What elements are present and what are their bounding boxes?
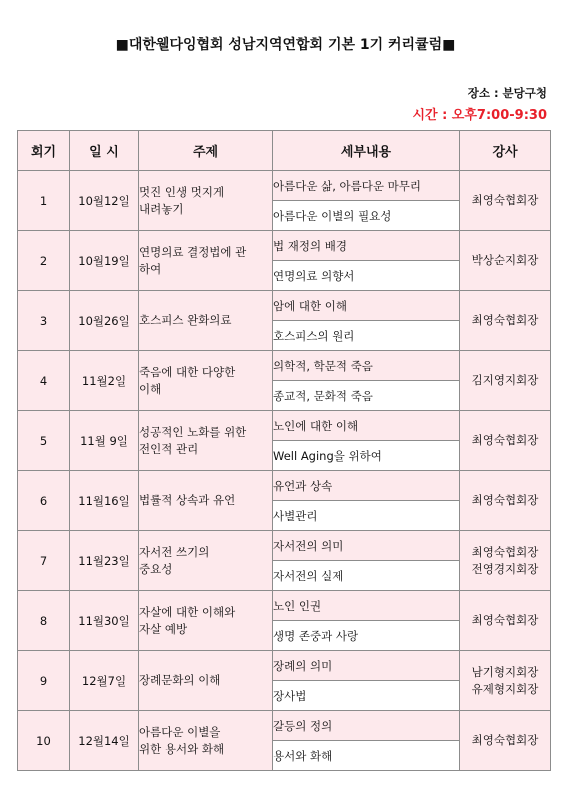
session-topic — [139, 531, 273, 591]
session-detail: 호스피스의 원리 — [273, 321, 460, 351]
session-detail: 장사법 — [273, 681, 460, 711]
lecturer-line: 박상순지회장 — [471, 253, 539, 267]
header-row — [18, 131, 551, 171]
session-topic — [139, 651, 273, 711]
lecturer-line: 최영숙협회장 — [471, 613, 539, 627]
topic-line: 자살 예방 — [139, 621, 188, 636]
session-lecturer — [460, 711, 551, 771]
session-detail: 연명의료 의향서 — [273, 261, 460, 291]
session-detail: 노인에 대한 이해 — [273, 411, 460, 441]
lecturer-line: 최영숙협회장 — [471, 493, 539, 507]
page-title: ■대한웰다잉협회 성남지역연합회 기본 1기 커리큘럼■ — [115, 37, 456, 53]
session-detail: 장례의 의미 — [273, 651, 460, 681]
session-number: 9 — [18, 651, 70, 711]
table-row — [18, 171, 551, 201]
session-topic — [139, 711, 273, 771]
session-detail: 노인 인권 — [273, 591, 460, 621]
topic-line: 자서전 쓰기의 — [139, 544, 210, 559]
session-date: 11월30일 — [70, 591, 139, 651]
table-row — [18, 471, 551, 501]
session-topic — [139, 591, 273, 651]
session-topic — [139, 171, 273, 231]
table-row — [18, 651, 551, 681]
session-number: 5 — [18, 411, 70, 471]
session-topic — [139, 291, 273, 351]
session-detail: Well Aging을 위하여 — [273, 441, 460, 471]
session-detail: 자서전의 의미 — [273, 531, 460, 561]
topic-line: 죽음에 대한 다양한 — [139, 364, 236, 379]
table-row — [18, 711, 551, 741]
session-detail: 사별관리 — [273, 501, 460, 531]
topic-line: 하여 — [139, 261, 162, 276]
topic-line: 내려놓기 — [139, 201, 184, 216]
session-number: 8 — [18, 591, 70, 651]
time-label: 시간 : 오후7:00-9:30 — [412, 108, 547, 123]
session-detail: 생명 존중과 사랑 — [273, 621, 460, 651]
session-detail: 암에 대한 이해 — [273, 291, 460, 321]
session-lecturer — [460, 231, 551, 291]
lecturer-line: 최영숙협회장 — [471, 733, 539, 747]
session-date: 11월16일 — [70, 471, 139, 531]
session-date: 12월7일 — [70, 651, 139, 711]
table-row — [18, 591, 551, 621]
curriculum-body — [18, 171, 551, 771]
place-label: 장소 : 분당구청 — [467, 86, 547, 100]
topic-line: 전인적 관리 — [139, 441, 199, 456]
table-row — [18, 351, 551, 381]
lecturer-line: 김지영지회장 — [471, 373, 539, 387]
session-date: 10월26일 — [70, 291, 139, 351]
session-date: 11월23일 — [70, 531, 139, 591]
session-date: 10월19일 — [70, 231, 139, 291]
lecturer-line: 최영숙협회장 — [471, 544, 539, 559]
session-number: 1 — [18, 171, 70, 231]
session-lecturer — [460, 291, 551, 351]
session-number: 10 — [18, 711, 70, 771]
session-lecturer — [460, 531, 551, 591]
session-lecturer — [460, 171, 551, 231]
topic-line: 연명의료 결정법에 관 — [139, 244, 247, 259]
topic-line: 중요성 — [139, 561, 173, 576]
topic-line: 위한 용서와 화해 — [139, 741, 225, 756]
topic-line: 법률적 상속과 유언 — [139, 493, 236, 507]
topic-line: 성공적인 노화를 위한 — [139, 424, 247, 439]
session-detail: 종교적, 문화적 죽음 — [273, 381, 460, 411]
session-date: 12월14일 — [70, 711, 139, 771]
header-details: 세부내용 — [273, 131, 460, 171]
lecturer-line: 최영숙협회장 — [471, 193, 539, 207]
session-number: 7 — [18, 531, 70, 591]
session-number: 2 — [18, 231, 70, 291]
session-topic — [139, 351, 273, 411]
table-row — [18, 231, 551, 261]
topic-line: 호스피스 완화의료 — [139, 313, 232, 327]
header-lecturer: 강사 — [460, 131, 551, 171]
header-topic: 주제 — [139, 131, 273, 171]
topic-line: 이해 — [139, 381, 162, 396]
session-number: 4 — [18, 351, 70, 411]
session-detail: 법 재정의 배경 — [273, 231, 460, 261]
session-lecturer — [460, 591, 551, 651]
session-topic — [139, 411, 273, 471]
session-detail: 유언과 상속 — [273, 471, 460, 501]
header-date: 일 시 — [70, 131, 139, 171]
topic-line: 자살에 대한 이해와 — [139, 604, 236, 619]
header-session: 회기 — [18, 131, 70, 171]
lecturer-line: 남기형지회장 — [471, 664, 539, 679]
session-detail: 아름다운 이별의 필요성 — [273, 201, 460, 231]
session-date: 11월 9일 — [70, 411, 139, 471]
lecturer-line: 최영숙협회장 — [471, 313, 539, 327]
session-number: 6 — [18, 471, 70, 531]
session-detail: 갈등의 정의 — [273, 711, 460, 741]
curriculum-table — [17, 130, 551, 771]
session-lecturer — [460, 411, 551, 471]
lecturer-line: 최영숙협회장 — [471, 433, 539, 447]
table-row — [18, 291, 551, 321]
session-detail: 자서전의 실제 — [273, 561, 460, 591]
session-topic — [139, 231, 273, 291]
session-topic — [139, 471, 273, 531]
session-detail: 아름다운 삶, 아름다운 마무리 — [273, 171, 460, 201]
session-date: 10월12일 — [70, 171, 139, 231]
session-lecturer — [460, 351, 551, 411]
session-date: 11월2일 — [70, 351, 139, 411]
topic-line: 멋진 인생 멋지게 — [139, 184, 225, 199]
session-detail: 의학적, 학문적 죽음 — [273, 351, 460, 381]
table-row — [18, 531, 551, 561]
lecturer-line: 유제형지회장 — [471, 681, 539, 696]
topic-line: 아름다운 이별을 — [139, 724, 221, 739]
table-row — [18, 411, 551, 441]
session-lecturer — [460, 651, 551, 711]
session-lecturer — [460, 471, 551, 531]
session-number: 3 — [18, 291, 70, 351]
session-detail: 용서와 화해 — [273, 741, 460, 771]
topic-line: 장례문화의 이해 — [139, 673, 221, 687]
lecturer-line: 전영경지회장 — [471, 561, 539, 576]
